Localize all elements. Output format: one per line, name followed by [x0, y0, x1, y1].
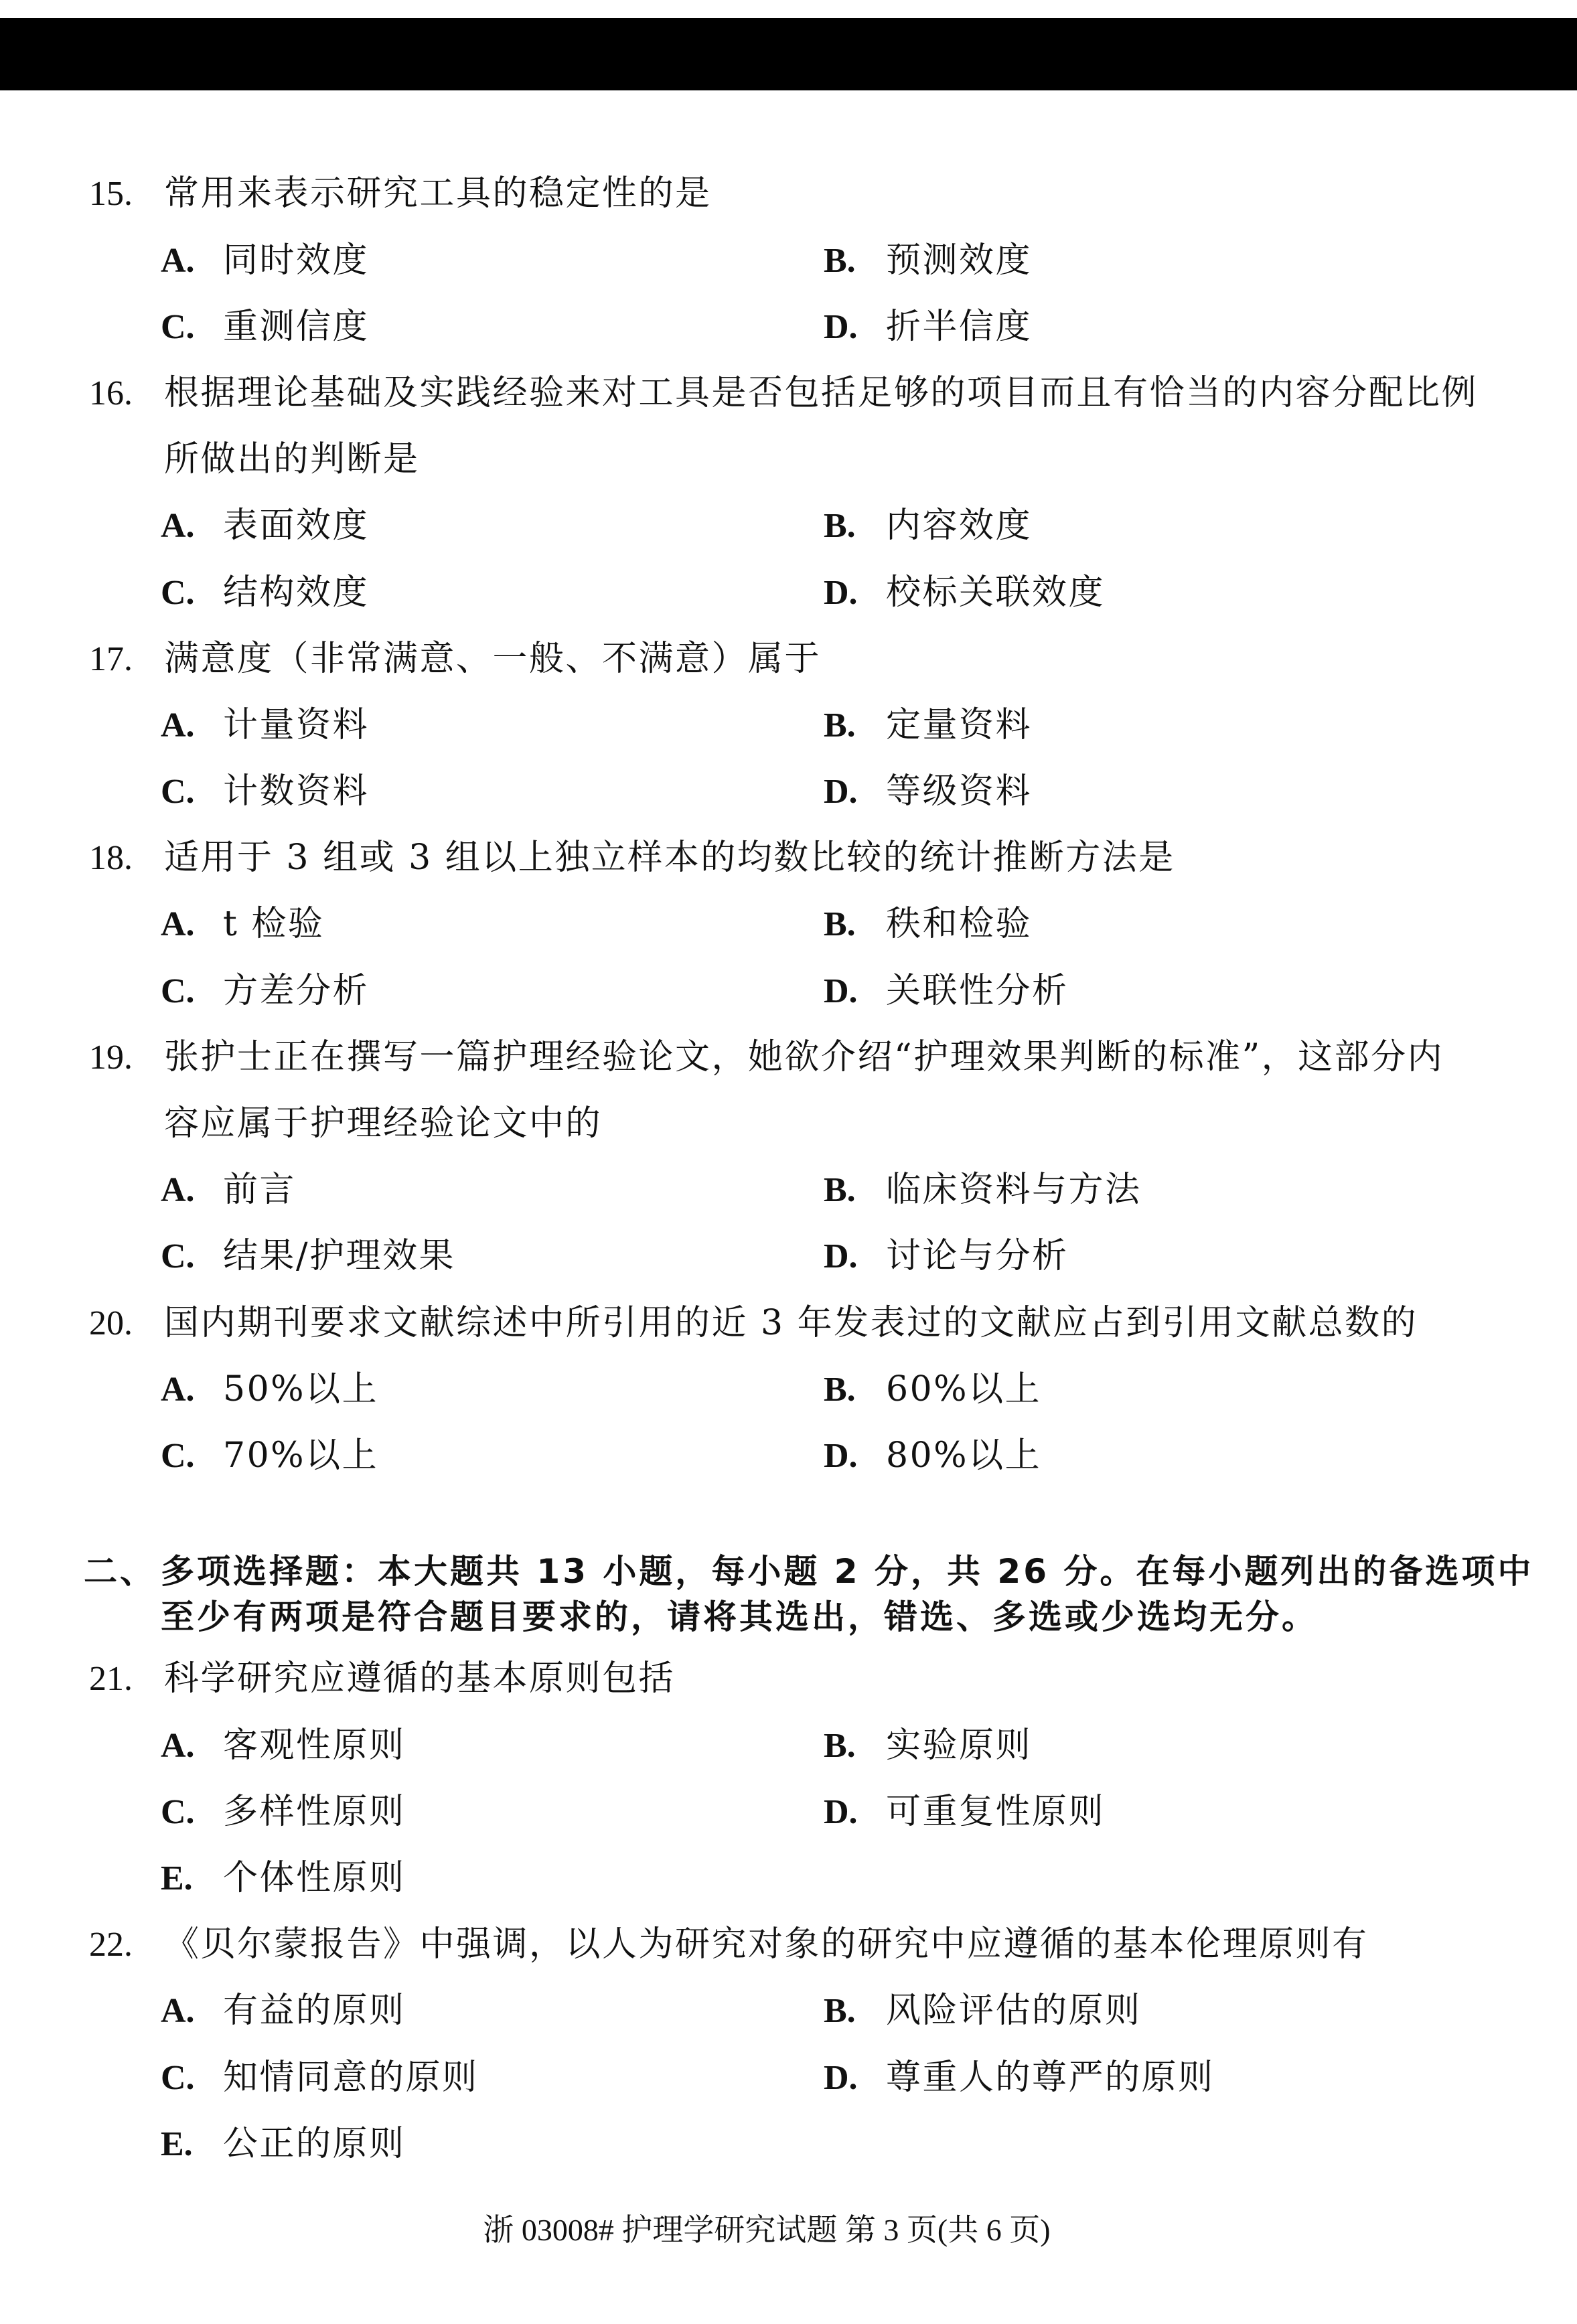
option-label: D.: [824, 972, 858, 1010]
option-label: A.: [161, 1370, 195, 1409]
option-b: [824, 692, 1032, 759]
option-label: A.: [161, 241, 195, 280]
question-number: 15.: [89, 175, 133, 214]
option-d: [824, 2045, 1215, 2111]
question-stem-line: [0, 1024, 1577, 1091]
option-text: 计量资料: [223, 704, 370, 745]
option-row: [0, 759, 1577, 825]
option-text: 结构效度: [223, 572, 370, 613]
option-d: [824, 560, 1105, 626]
option-text: 80%以上: [886, 1435, 1042, 1476]
option-text: 前言: [223, 1170, 297, 1211]
option-label: C.: [161, 307, 195, 346]
option-label: C.: [161, 1237, 195, 1276]
option-text: 个体性原则: [223, 1857, 406, 1898]
option-b: [824, 493, 1032, 559]
option-label: B.: [824, 241, 856, 280]
option-a: [161, 493, 369, 559]
option-b: [824, 1157, 1142, 1223]
option-c: [161, 1223, 455, 1290]
option-e: [161, 2111, 406, 2177]
option-label: B.: [824, 706, 856, 745]
option-label: D.: [824, 573, 858, 612]
option-d: [824, 1223, 1069, 1290]
option-text: 多样性原则: [223, 1791, 406, 1832]
option-d: [824, 759, 1032, 825]
option-a: [161, 228, 369, 294]
question-15: [0, 161, 1577, 360]
question-stem: 所做出的判断是: [164, 439, 420, 480]
option-c: [161, 1423, 378, 1489]
question-stem-line: [0, 360, 1577, 427]
option-label: D.: [824, 307, 858, 346]
question-stem: 《贝尔蒙报告》中强调，以人为研究对象的研究中应遵循的基本伦理原则有: [164, 1924, 1369, 1965]
option-a: [161, 1713, 406, 1779]
option-text: 公正的原则: [223, 2123, 406, 2164]
option-c: [161, 294, 369, 360]
option-text: 同时效度: [223, 240, 370, 281]
option-b: [824, 891, 1032, 957]
question-stem: 张护士正在撰写一篇护理经验论文，她欲介绍“护理效果判断的标准”，这部分内: [164, 1036, 1444, 1077]
question-stem-line: [0, 1290, 1577, 1357]
option-row: [0, 2111, 1577, 2177]
question-stem-continuation: [0, 427, 1577, 493]
option-label: A.: [161, 1992, 195, 2031]
option-d: [824, 958, 1069, 1024]
option-label: D.: [824, 1237, 858, 1276]
option-b: [824, 1978, 1142, 2044]
option-a: [161, 692, 369, 759]
top-black-bar: [0, 18, 1577, 90]
option-label: B.: [824, 1171, 856, 1210]
option-text: t 检验: [223, 904, 325, 945]
option-label: B.: [824, 1992, 856, 2031]
option-a: [161, 1157, 296, 1223]
option-text: 讨论与分析: [886, 1236, 1069, 1277]
section-heading-multiple-choice: [0, 1549, 1577, 1640]
option-text: 知情同意的原则: [223, 2057, 479, 2098]
option-row: [0, 1779, 1577, 1845]
question-21: [0, 1646, 1577, 1912]
option-text: 实验原则: [886, 1725, 1033, 1766]
question-number: 17.: [89, 639, 133, 678]
question-stem-line: [0, 1646, 1577, 1712]
option-label: E.: [161, 2124, 193, 2163]
option-text: 内容效度: [886, 506, 1033, 546]
question-stem: 科学研究应遵循的基本原则包括: [164, 1658, 676, 1699]
option-b: [824, 228, 1032, 294]
question-20: [0, 1290, 1577, 1490]
option-text: 折半信度: [886, 306, 1033, 347]
question-number: 21.: [89, 1660, 133, 1699]
option-text: 定量资料: [886, 704, 1033, 745]
option-label: B.: [824, 507, 856, 546]
option-text: 客观性原则: [223, 1725, 406, 1766]
option-a: [161, 1357, 378, 1423]
option-text: 秩和检验: [886, 904, 1033, 945]
option-label: C.: [161, 972, 195, 1010]
option-c: [161, 759, 369, 825]
option-text: 重测信度: [223, 306, 370, 347]
option-text: 结果/护理效果: [223, 1236, 456, 1277]
option-e: [161, 1845, 406, 1912]
question-stem-continuation: [0, 1091, 1577, 1157]
question-stem: 根据理论基础及实践经验来对工具是否包括足够的项目而且有恰当的内容分配比例: [164, 372, 1479, 413]
option-label: D.: [824, 1436, 858, 1475]
question-number: 16.: [89, 374, 133, 412]
option-label: C.: [161, 2058, 195, 2097]
question-16: [0, 360, 1577, 626]
option-label: D.: [824, 2058, 858, 2097]
question-stem-line: [0, 825, 1577, 891]
option-row: [0, 1845, 1577, 1912]
option-d: [824, 294, 1032, 360]
multiple-choice-questions: [0, 1646, 1577, 2177]
question-number: 19.: [89, 1038, 133, 1077]
question-stem: 国内期刊要求文献综述中所引用的近 3 年发表过的文献应占到引用文献总数的: [164, 1302, 1418, 1343]
option-text: 70%以上: [223, 1435, 379, 1476]
question-stem-line: [0, 1912, 1577, 1978]
option-label: C.: [161, 1792, 195, 1831]
question-number: 20.: [89, 1304, 133, 1342]
option-a: [161, 891, 324, 957]
question-stem: 容应属于护理经验论文中的: [164, 1103, 603, 1144]
question-stem: 常用来表示研究工具的稳定性的是: [164, 173, 712, 214]
option-label: A.: [161, 1726, 195, 1765]
option-row: [0, 1978, 1577, 2044]
option-row: [0, 1157, 1577, 1223]
section-heading-line: [0, 1549, 1577, 1594]
option-row: [0, 294, 1577, 360]
option-c: [161, 958, 369, 1024]
option-text: 可重复性原则: [886, 1791, 1106, 1832]
option-text: 风险评估的原则: [886, 1991, 1142, 2031]
option-label: A.: [161, 905, 195, 944]
question-stem-line: [0, 626, 1577, 692]
question-stem-line: [0, 161, 1577, 227]
option-label: E.: [161, 1859, 193, 1897]
option-text: 关联性分析: [886, 970, 1069, 1011]
option-row: [0, 1423, 1577, 1489]
section-instructions: 至少有两项是符合题目要求的，请将其选出，错选、多选或少选均无分。: [161, 1598, 1318, 1636]
question-17: [0, 626, 1577, 826]
option-label: C.: [161, 573, 195, 612]
option-row: [0, 1223, 1577, 1290]
question-number: 22.: [89, 1926, 133, 1964]
option-text: 50%以上: [223, 1369, 379, 1409]
section-heading-line: [0, 1594, 1577, 1640]
option-label: D.: [824, 773, 858, 811]
page-footer: 浙 03008# 护理学研究试题 第 3 页(共 6 页): [483, 2213, 1051, 2247]
option-label: B.: [824, 1726, 856, 1765]
question-stem: 满意度（非常满意、一般、不满意）属于: [164, 638, 822, 679]
option-text: 计数资料: [223, 771, 370, 812]
option-label: A.: [161, 706, 195, 745]
question-22: [0, 1912, 1577, 2177]
option-row: [0, 1357, 1577, 1423]
option-row: [0, 1713, 1577, 1779]
single-choice-questions: [0, 161, 1577, 1489]
option-row: [0, 2045, 1577, 2111]
option-text: 表面效度: [223, 506, 370, 546]
option-b: [824, 1713, 1032, 1779]
option-row: [0, 228, 1577, 294]
question-19: [0, 1024, 1577, 1290]
option-label: B.: [824, 1370, 856, 1409]
option-row: [0, 493, 1577, 559]
option-text: 有益的原则: [223, 1991, 406, 2031]
option-d: [824, 1423, 1041, 1489]
option-row: [0, 560, 1577, 626]
option-label: A.: [161, 507, 195, 546]
option-c: [161, 560, 369, 626]
option-row: [0, 692, 1577, 759]
option-c: [161, 1779, 406, 1845]
question-number: 18.: [89, 839, 133, 878]
option-row: [0, 958, 1577, 1024]
option-text: 临床资料与方法: [886, 1170, 1142, 1211]
section-instructions: 多项选择题：本大题共 13 小题，每小题 2 分，共 26 分。在每小题列出的备选项中: [161, 1552, 1534, 1591]
option-label: B.: [824, 905, 856, 944]
section-number: 二、: [84, 1552, 156, 1591]
option-c: [161, 2045, 479, 2111]
option-text: 60%以上: [886, 1369, 1042, 1409]
question-18: [0, 825, 1577, 1024]
option-text: 尊重人的尊严的原则: [886, 2057, 1215, 2098]
option-text: 等级资料: [886, 771, 1033, 812]
option-label: D.: [824, 1792, 858, 1831]
option-d: [824, 1779, 1105, 1845]
option-b: [824, 1357, 1041, 1423]
option-text: 校标关联效度: [886, 572, 1106, 613]
option-row: [0, 891, 1577, 957]
option-a: [161, 1978, 406, 2044]
option-label: A.: [161, 1171, 195, 1210]
option-label: C.: [161, 1436, 195, 1475]
option-text: 预测效度: [886, 240, 1033, 281]
question-stem: 适用于 3 组或 3 组以上独立样本的均数比较的统计推断方法是: [164, 838, 1175, 878]
option-text: 方差分析: [223, 970, 370, 1011]
option-label: C.: [161, 773, 195, 811]
